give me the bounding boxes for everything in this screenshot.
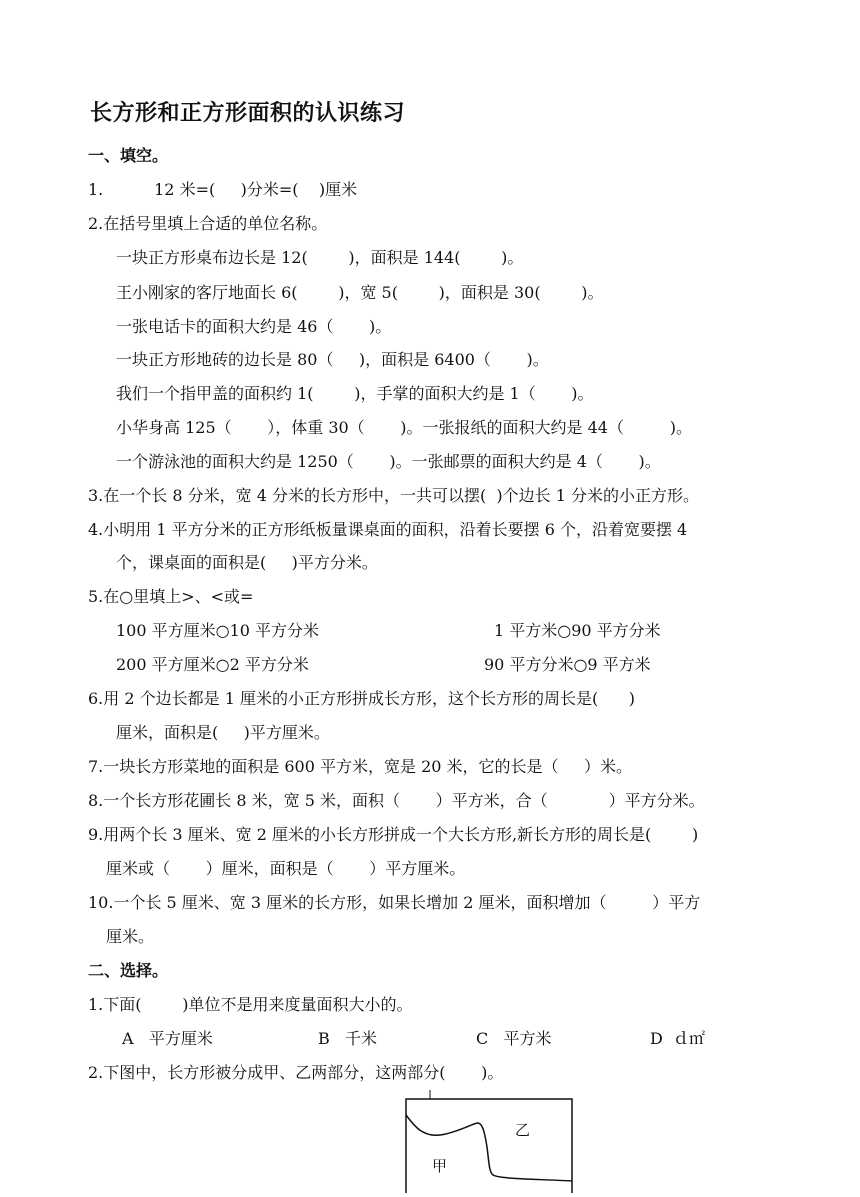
label-yi: 乙 (515, 1121, 531, 1139)
question-5-intro: 5.在○里填上>、<或= (88, 587, 254, 606)
question-7: 7.一块长方形菜地的面积是 600 平方米，宽是 20 米，它的长是（ ）米。 (88, 757, 632, 776)
question-3: 3.在一个长 8 分米，宽 4 分米的长方形中，一共可以摆( )个边长 1 分米的小正方形。 (88, 486, 699, 505)
page-title: 长方形和正方形面积的认识练习 (90, 101, 406, 126)
question-6-line2: 厘米，面积是( )平方厘米。 (116, 723, 330, 742)
section-heading-fill-blank: 一、填空。 (88, 146, 169, 165)
question-2-item: 王小刚家的客厅地面长 6( )，宽 5( )，面积是 30( )。 (116, 283, 604, 302)
question-1: 1. 12 米=( )分米=( )厘米 (88, 180, 358, 199)
question-6-line1: 6.用 2 个边长都是 1 厘米的小正方形拼成长方形，这个长方形的周长是( ) (88, 689, 635, 708)
question-5-compare-d: 90 平方分米○9 平方米 (484, 655, 651, 674)
question-2-item: 一个游泳池的面积大约是 1250（ )。一张邮票的面积大约是 4（ )。 (116, 452, 661, 471)
question-4-line1: 4.小明用 1 平方分米的正方形纸板量课桌面的面积，沿着长要摆 6 个，沿着宽要摆 4 (88, 520, 688, 539)
rectangle-outline (406, 1099, 572, 1193)
choice-option-a: A 平方厘米 (122, 1029, 213, 1048)
choice-question-2: 2.下图中，长方形被分成甲、乙两部分，这两部分( )。 (88, 1063, 504, 1082)
choice-option-d: D ｄ㎡ (650, 1029, 706, 1048)
question-9-line1: 9.用两个长 3 厘米、宽 2 厘米的小长方形拼成一个大长方形,新长方形的周长是( ) (88, 825, 699, 844)
question-5-compare-b: 1 平方米○90 平方分米 (494, 621, 661, 640)
question-2-item: 我们一个指甲盖的面积约 1( )，手掌的面积大约是 1（ )。 (116, 384, 594, 403)
dividing-curve (406, 1115, 572, 1181)
section-heading-choice: 二、选择。 (88, 961, 169, 980)
label-jia: 甲 (432, 1157, 448, 1175)
question-5-compare-c: 200 平方厘米○2 平方分米 (116, 655, 309, 674)
question-2-item: 一块正方形地砖的边长是 80（ )，面积是 6400（ )。 (116, 350, 549, 369)
question-2-item: 一张电话卡的面积大约是 46（ )。 (116, 317, 392, 336)
choice-question-1: 1.下面( )单位不是用来度量面积大小的。 (88, 995, 413, 1014)
choice-option-b: B 千米 (318, 1029, 378, 1048)
question-2-item: 小华身高 125（ ），体重 30（ )。一张报纸的面积大约是 44（ )。 (116, 418, 692, 437)
question-4-line2: 个，课桌面的面积是( )平方分米。 (116, 553, 378, 572)
question-2-intro: 2.在括号里填上合适的单位名称。 (88, 214, 328, 233)
question-5-compare-a: 100 平方厘米○10 平方分米 (116, 621, 320, 640)
rectangle-diagram (405, 1087, 575, 1193)
choice-option-c: C 平方米 (476, 1029, 552, 1048)
question-2-item: 一块正方形桌布边长是 12( )，面积是 144( )。 (116, 248, 524, 267)
question-10-line1: 10.一个长 5 厘米、宽 3 厘米的长方形，如果长增加 2 厘米，面积增加（ ）平方 (88, 893, 701, 912)
question-10-line2: 厘米。 (106, 927, 155, 946)
rectangle-figure (405, 1087, 575, 1193)
question-8: 8.一个长方形花圃长 8 米，宽 5 米，面积（ ）平方米，合（ ）平方分米。 (88, 791, 705, 810)
question-9-line2: 厘米或（ ）厘米，面积是（ ）平方厘米。 (106, 859, 466, 878)
